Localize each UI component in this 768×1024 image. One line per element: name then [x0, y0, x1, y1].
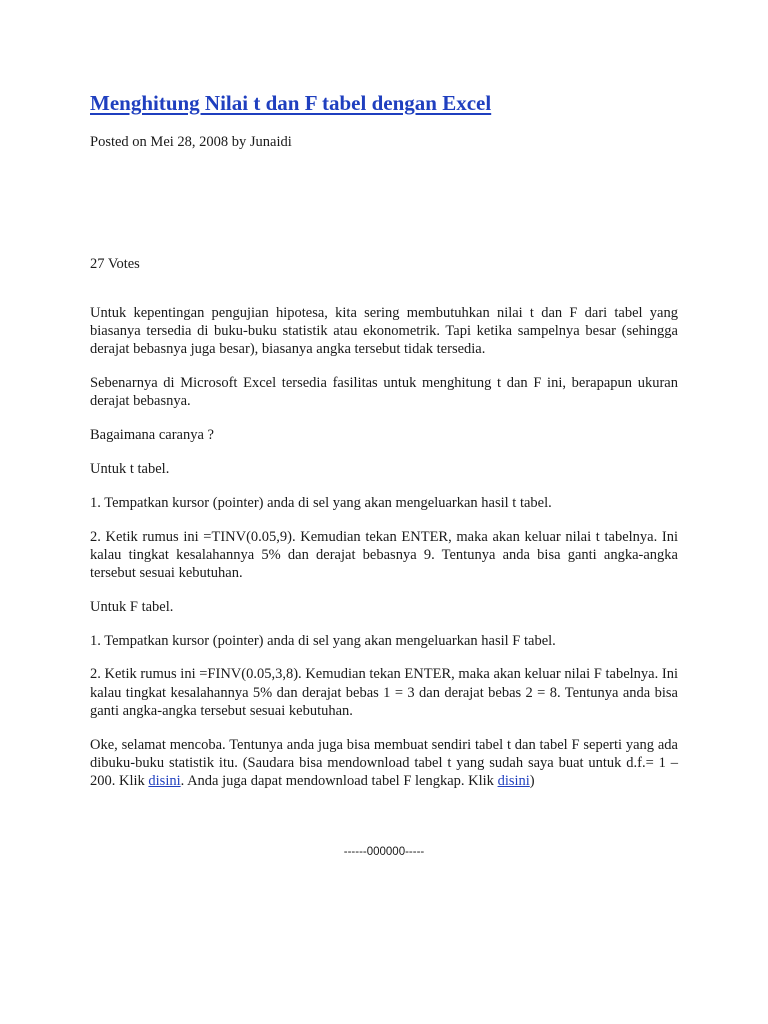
paragraph-excel-facility: Sebenarnya di Microsoft Excel tersedia fasilitas untuk menghitung t dan F ini, berapapun ukuran derajat bebasnya.: [90, 375, 678, 410]
paragraph-intro: Untuk kepentingan pengujian hipotesa, kita sering membutuhkan nilai t dan F dari tabel yang biasanya tersedia di buku-buku statistik atau ekonometrik. Tapi ketika sampelnya besar (sehingga derajat bebasnya juga besar), biasanya angka tersebut tidak tersedia.: [90, 305, 678, 358]
paragraph-closing: [90, 736, 678, 791]
step-t-2: 2. Ketik rumus ini =TINV(0.05,9). Kemudian tekan ENTER, maka akan keluar nilai t tabelnya. Ini kalau tingkat kesalahannya 5% dan derajat bebasnya 9. Tentunya anda bisa ganti angka-angka tersebut sesuai kebutuhan.: [90, 528, 678, 581]
post-title: [90, 88, 491, 118]
paragraph-question: Bagaimana caranya ?: [90, 427, 214, 444]
end-separator: ------000000-----: [343, 846, 425, 858]
step-t-1: 1. Tempatkan kursor (pointer) anda di sel yang akan mengeluarkan hasil t tabel.: [90, 494, 552, 511]
download-t-table-link[interactable]: disini: [148, 773, 181, 789]
vote-count: 27 Votes: [90, 256, 140, 272]
post-title-link[interactable]: Menghitung Nilai t dan F tabel dengan Excel: [90, 91, 492, 115]
closing-text-b: . Anda juga dapat mendownload tabel F lengkap. Klik: [180, 773, 498, 789]
post-body: [90, 304, 678, 806]
step-f-1: 1. Tempatkan kursor (pointer) anda di sel yang akan mengeluarkan hasil F tabel.: [90, 632, 556, 649]
closing-text-c: ): [529, 773, 535, 789]
heading-t-table: Untuk t tabel.: [90, 461, 170, 477]
heading-f-table: Untuk F tabel.: [90, 598, 174, 615]
post-meta: Posted on Mei 28, 2008 by Junaidi: [90, 134, 292, 150]
download-f-table-link[interactable]: disini: [497, 773, 530, 789]
step-f-2: 2. Ketik rumus ini =FINV(0.05,3,8). Kemudian tekan ENTER, maka akan keluar nilai F tabelnya. Ini kalau tingkat kesalahannya 5% dan derajat bebas 1 = 3 dan derajat bebas 2 = 8. Tentunya anda bisa ganti angka-angka tersebut sesuai kebutuhan.: [90, 666, 678, 719]
closing-text-a: Oke, selamat mencoba. Tentunya anda juga bisa membuat sendiri tabel t dan tabel F seperti yang ada dibuku-buku statistik itu. (Saudara bisa mendownload tabel t yang sudah saya buat untuk d.f.= 1 – 200. Klik: [90, 736, 678, 789]
